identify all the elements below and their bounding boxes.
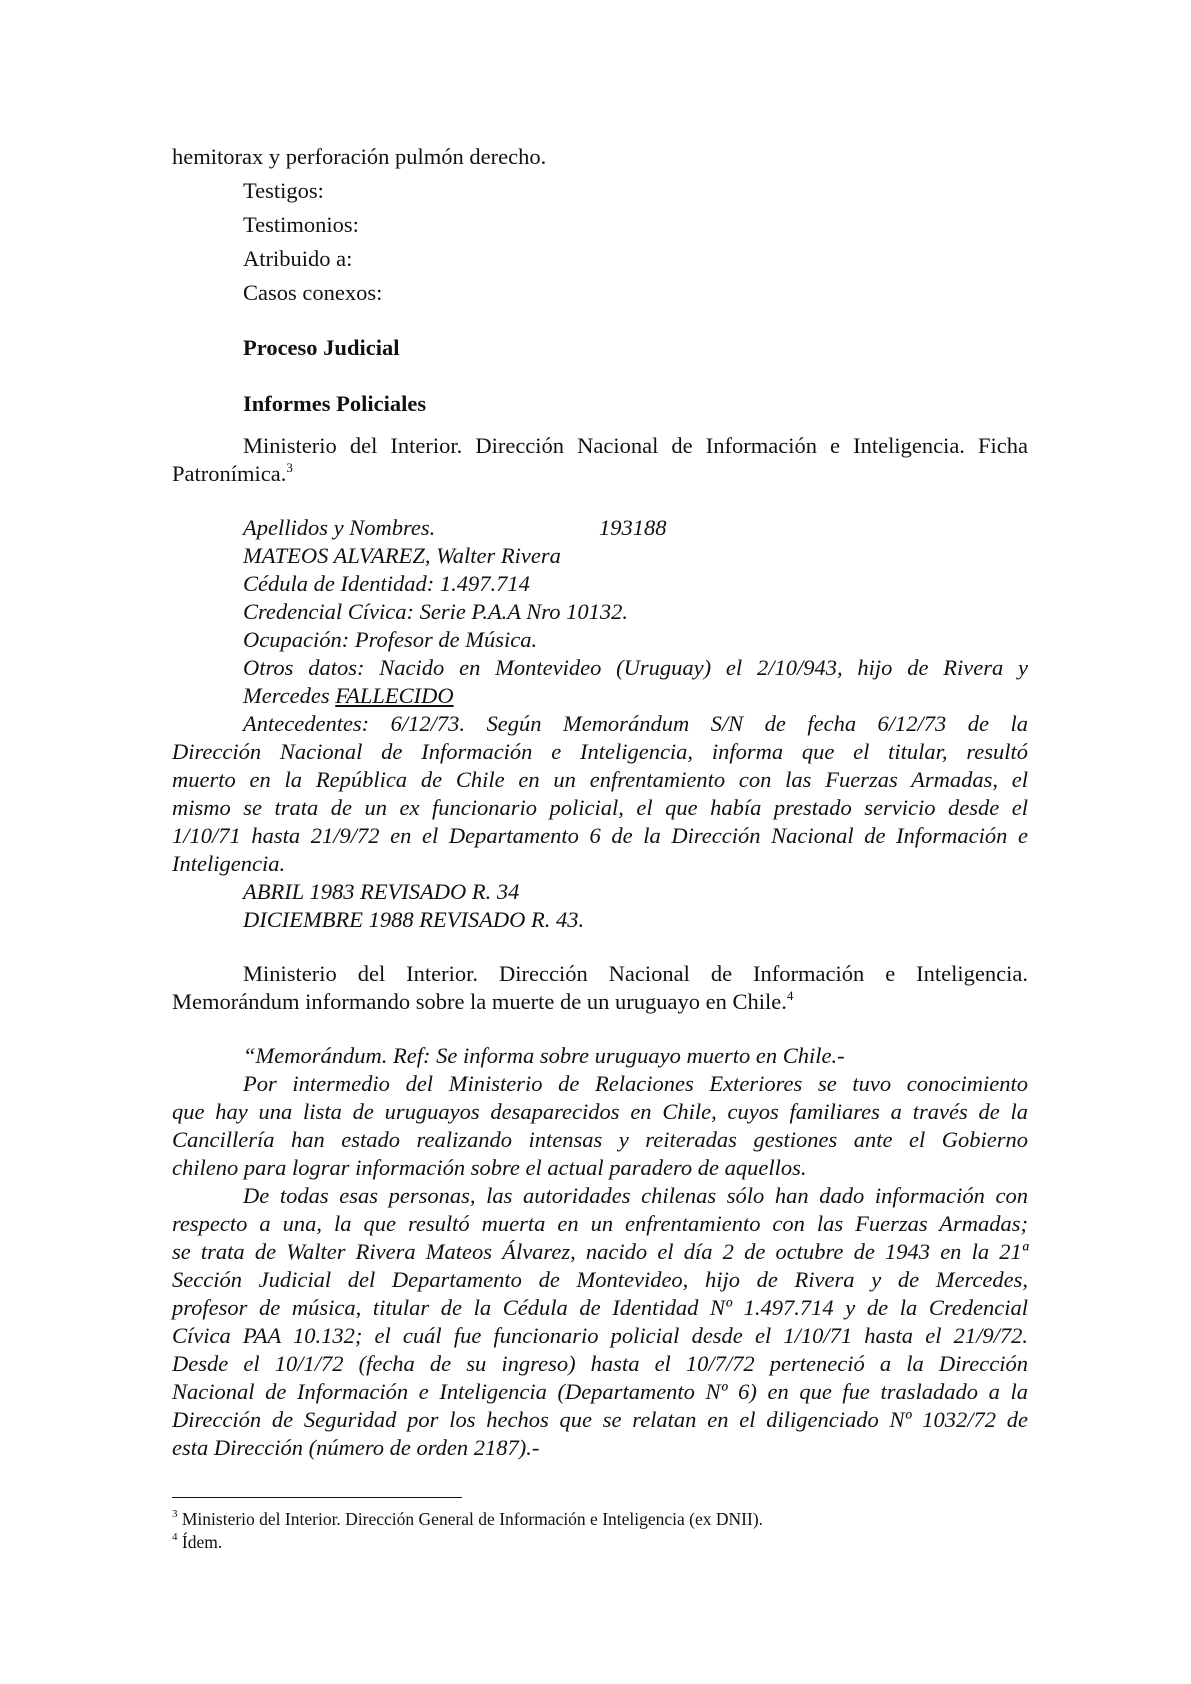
testigos-label: Testigos: bbox=[243, 178, 324, 203]
antecedentes-line: Inteligencia. bbox=[172, 851, 286, 876]
ficha-otros-datos-b bbox=[243, 682, 454, 710]
memo-para2-line: De todas esas personas, las autoridades chilenas sólo han dado información con bbox=[243, 1183, 1028, 1208]
antecedentes-line: Dirección Nacional de Información e Inteligencia, informa que el titular, resultó bbox=[172, 739, 1028, 764]
ficha-credencial: Credencial Cívica: Serie P.A.A Nro 10132. bbox=[243, 599, 628, 624]
memo-para1-line: Por intermedio del Ministerio de Relaciones Exteriores se tuvo conocimiento bbox=[243, 1071, 1028, 1096]
atribuido-label: Atribuido a: bbox=[243, 246, 353, 271]
memo-para2-line: Dirección de Seguridad por los hechos que se relatan en el diligenciado Nº 1032/72 de bbox=[172, 1407, 1028, 1432]
ficha-apellidos-row bbox=[243, 514, 667, 542]
memo-intro-line-b bbox=[172, 988, 793, 1016]
otros-datos-mercedes: Mercedes bbox=[243, 683, 330, 708]
heading-proceso-judicial: Proceso Judicial bbox=[243, 335, 400, 360]
footnote-number: 3 bbox=[172, 1508, 178, 1520]
ficha-cedula: Cédula de Identidad: 1.497.714 bbox=[243, 571, 530, 596]
ficha-intro-line-b bbox=[172, 460, 293, 488]
memo-para1-line: Cancillería han estado realizando intensas y reiteradas gestiones ante el Gobierno bbox=[172, 1127, 1028, 1152]
memo-para2-line: Sección Judicial del Departamento de Montevideo, hijo de Rivera y de Mercedes, bbox=[172, 1267, 1028, 1292]
memo-intro-text: Memorándum informando sobre la muerte de un uruguayo en Chile. bbox=[172, 989, 787, 1014]
antecedentes-line: mismo se trata de un ex funcionario policial, el que había prestado servicio desde el bbox=[172, 795, 1028, 820]
antecedentes-line: 1/10/71 hasta 21/9/72 en el Departamento 6 de la Dirección Nacional de Información e bbox=[172, 823, 1028, 848]
memo-para2-line: respecto a una, la que resultó muerta en un enfrentamiento con las Fuerzas Armadas; bbox=[172, 1211, 1028, 1236]
revisado-1983: ABRIL 1983 REVISADO R. 34 bbox=[243, 879, 520, 904]
memo-para1-line: chileno para lograr información sobre el actual paradero de aquellos. bbox=[172, 1155, 807, 1180]
testimonios-label: Testimonios: bbox=[243, 212, 359, 237]
intro-line: hemitorax y perforación pulmón derecho. bbox=[172, 144, 547, 169]
footnote-ref-4: 4 bbox=[786, 988, 794, 1003]
memo-intro-line-a: Ministerio del Interior. Dirección Nacional de Información e Inteligencia. bbox=[243, 961, 1028, 986]
fallecido-label: FALLECIDO bbox=[335, 683, 454, 708]
memo-para2-line: profesor de música, titular de la Cédula de Identidad Nº 1.497.714 y de la Credencial bbox=[172, 1295, 1028, 1320]
ficha-nombre: MATEOS ALVAREZ, Walter Rivera bbox=[243, 543, 561, 568]
footnote-3 bbox=[172, 1508, 763, 1530]
memo-para2-line: Desde el 10/1/72 (fecha de su ingreso) hasta el 10/7/72 perteneció a la Dirección bbox=[172, 1351, 1028, 1376]
footnote-separator bbox=[172, 1497, 462, 1498]
ficha-ocupacion: Ocupación: Profesor de Música. bbox=[243, 627, 538, 652]
memo-ref: “Memorándum. Ref: Se informa sobre uruguayo muerto en Chile.- bbox=[243, 1043, 845, 1068]
apellidos-label: Apellidos y Nombres. bbox=[243, 515, 436, 540]
memo-para2-line: Cívica PAA 10.132; el cuál fue funcionario policial desde el 1/10/71 hasta el 21/9/72. bbox=[172, 1323, 1028, 1348]
ficha-intro-text: Patronímica. bbox=[172, 461, 287, 486]
memo-para2-line: se trata de Walter Rivera Mateos Álvarez, nacido el día 2 de octubre de 1943 en la 21ª bbox=[172, 1239, 1028, 1264]
memo-para2-line: esta Dirección (número de orden 2187).- bbox=[172, 1435, 540, 1460]
antecedentes-line: muerto en la República de Chile en un enfrentamiento con las Fuerzas Armadas, el bbox=[172, 767, 1028, 792]
footnote-number: 4 bbox=[172, 1531, 178, 1543]
memo-para1-line: que hay una lista de uruguayos desaparecidos en Chile, cuyos familiares a través de la bbox=[172, 1099, 1028, 1124]
apellidos-number: 193188 bbox=[599, 515, 667, 540]
heading-informes-policiales: Informes Policiales bbox=[243, 391, 427, 416]
footnote-4 bbox=[172, 1531, 222, 1553]
casos-conexos-label: Casos conexos: bbox=[243, 280, 383, 305]
footnote-ref-3: 3 bbox=[286, 460, 293, 475]
memo-para2-line: Nacional de Información e Inteligencia (Departamento Nº 6) en que fue trasladado a la bbox=[172, 1379, 1028, 1404]
footnote-text: Ídem. bbox=[181, 1532, 223, 1552]
ficha-otros-datos-a: Otros datos: Nacido en Montevideo (Uruguay) el 2/10/943, hijo de Rivera y bbox=[243, 655, 1028, 680]
ficha-intro-line-a: Ministerio del Interior. Dirección Nacional de Información e Inteligencia. Ficha bbox=[243, 433, 1028, 458]
footnote-text: Ministerio del Interior. Dirección General de Información e Inteligencia (ex DNII). bbox=[181, 1509, 764, 1529]
revisado-1988: DICIEMBRE 1988 REVISADO R. 43. bbox=[243, 907, 585, 932]
antecedentes-line: Antecedentes: 6/12/73. Según Memorándum S/N de fecha 6/12/73 de la bbox=[243, 711, 1028, 736]
